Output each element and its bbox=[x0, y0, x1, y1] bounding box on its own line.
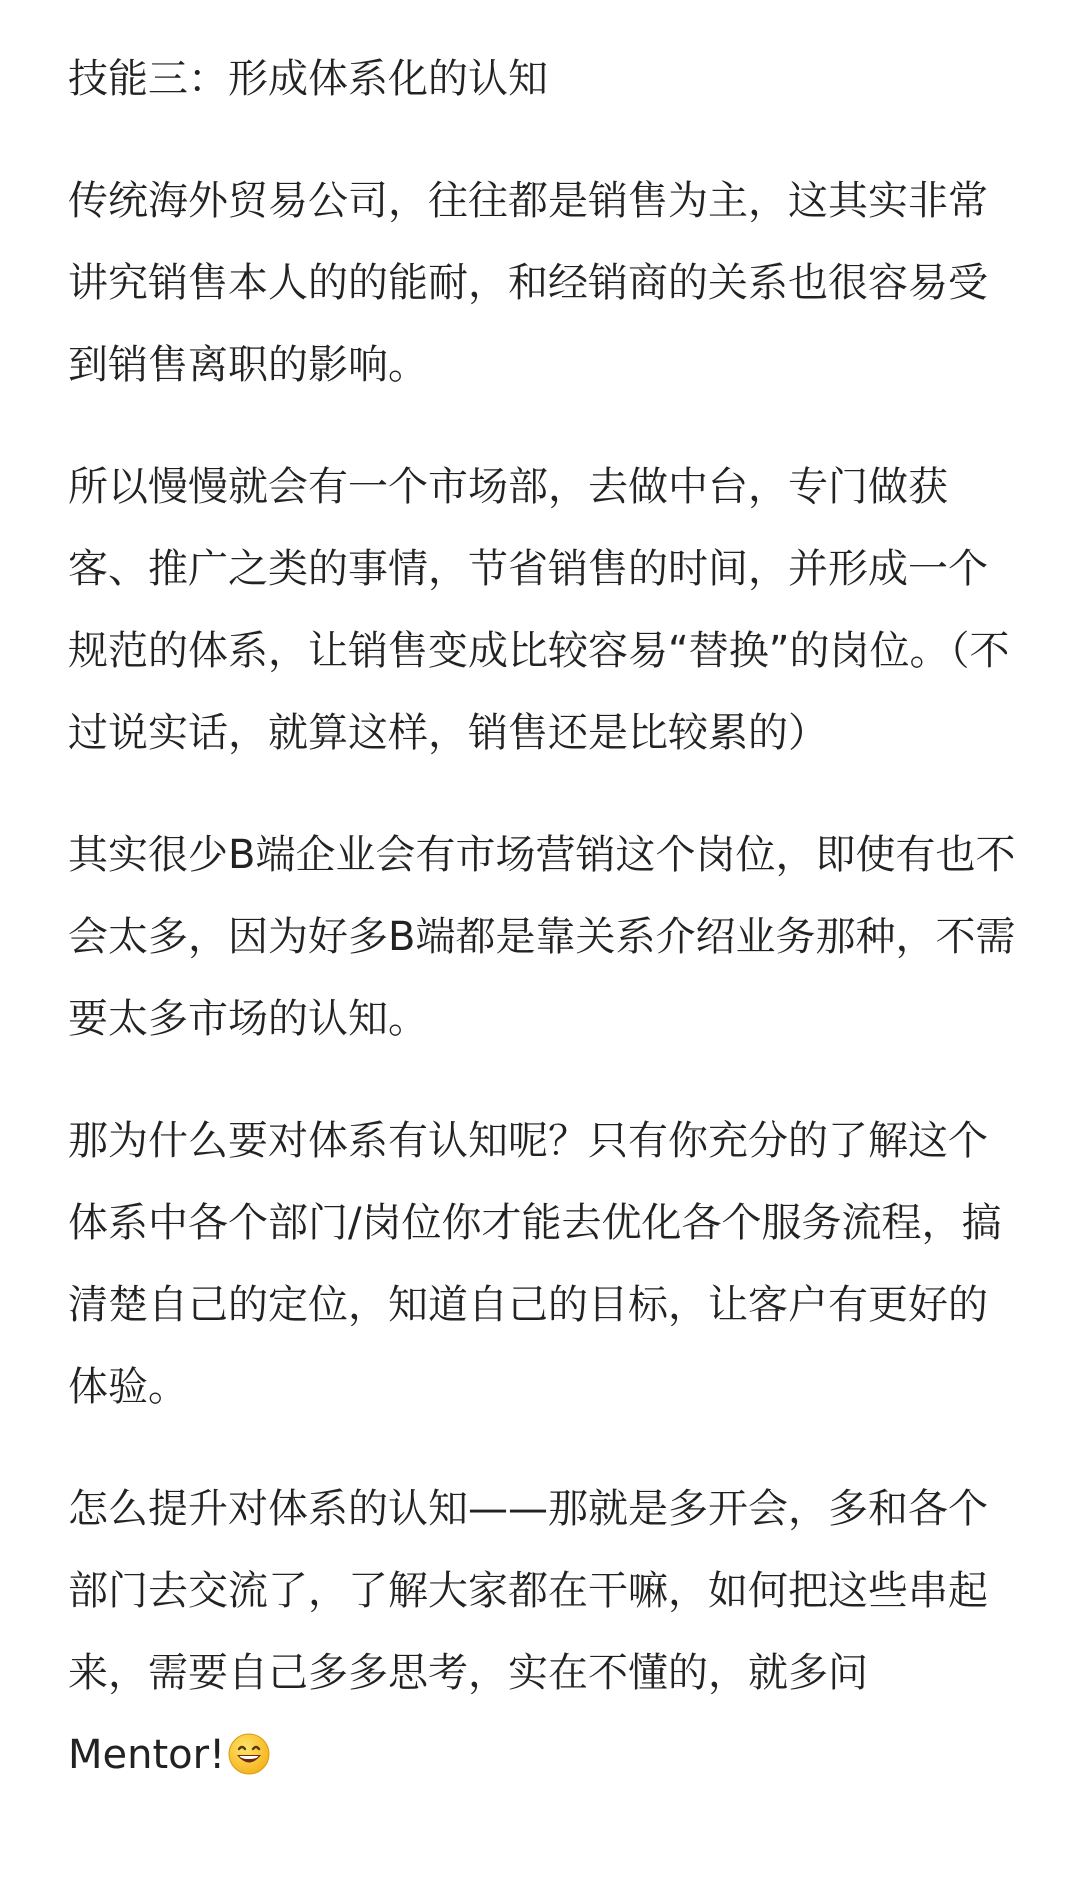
paragraph-5: 怎么提升对体系的认知——那就是多开会，多和各个部门去交流了，了解大家都在干嘛，如何把这些串起来，需要自己多多思考，实在不懂的，就多问Mentor! bbox=[68, 1486, 988, 1778]
section-heading: 技能三：形成体系化的认知 bbox=[68, 56, 548, 102]
article-body bbox=[68, 38, 1018, 1836]
paragraph-4: 那为什么要对体系有认知呢？只有你充分的了解这个体系中各个部门/岗位你才能去优化各个服务流程，搞清楚自己的定位，知道自己的目标，让客户有更好的体验。 bbox=[68, 1118, 1002, 1410]
grinning-face-icon bbox=[227, 1732, 271, 1776]
paragraph-2: 所以慢慢就会有一个市场部，去做中台，专门做获客、推广之类的事情，节省销售的时间，并形成一个规范的体系，让销售变成比较容易“替换”的岗位。（不过说实话，就算这样，销售还是比较累的） bbox=[68, 464, 1010, 756]
paragraph-3: 其实很少B端企业会有市场营销这个岗位，即使有也不会太多，因为好多B端都是靠关系介绍业务那种，不需要太多市场的认知。 bbox=[68, 832, 1016, 1042]
paragraph-1: 传统海外贸易公司，往往都是销售为主，这其实非常讲究销售本人的的能耐，和经销商的关系也很容易受到销售离职的影响。 bbox=[68, 178, 988, 388]
paragraph-5-wrapper bbox=[68, 1468, 1018, 1796]
